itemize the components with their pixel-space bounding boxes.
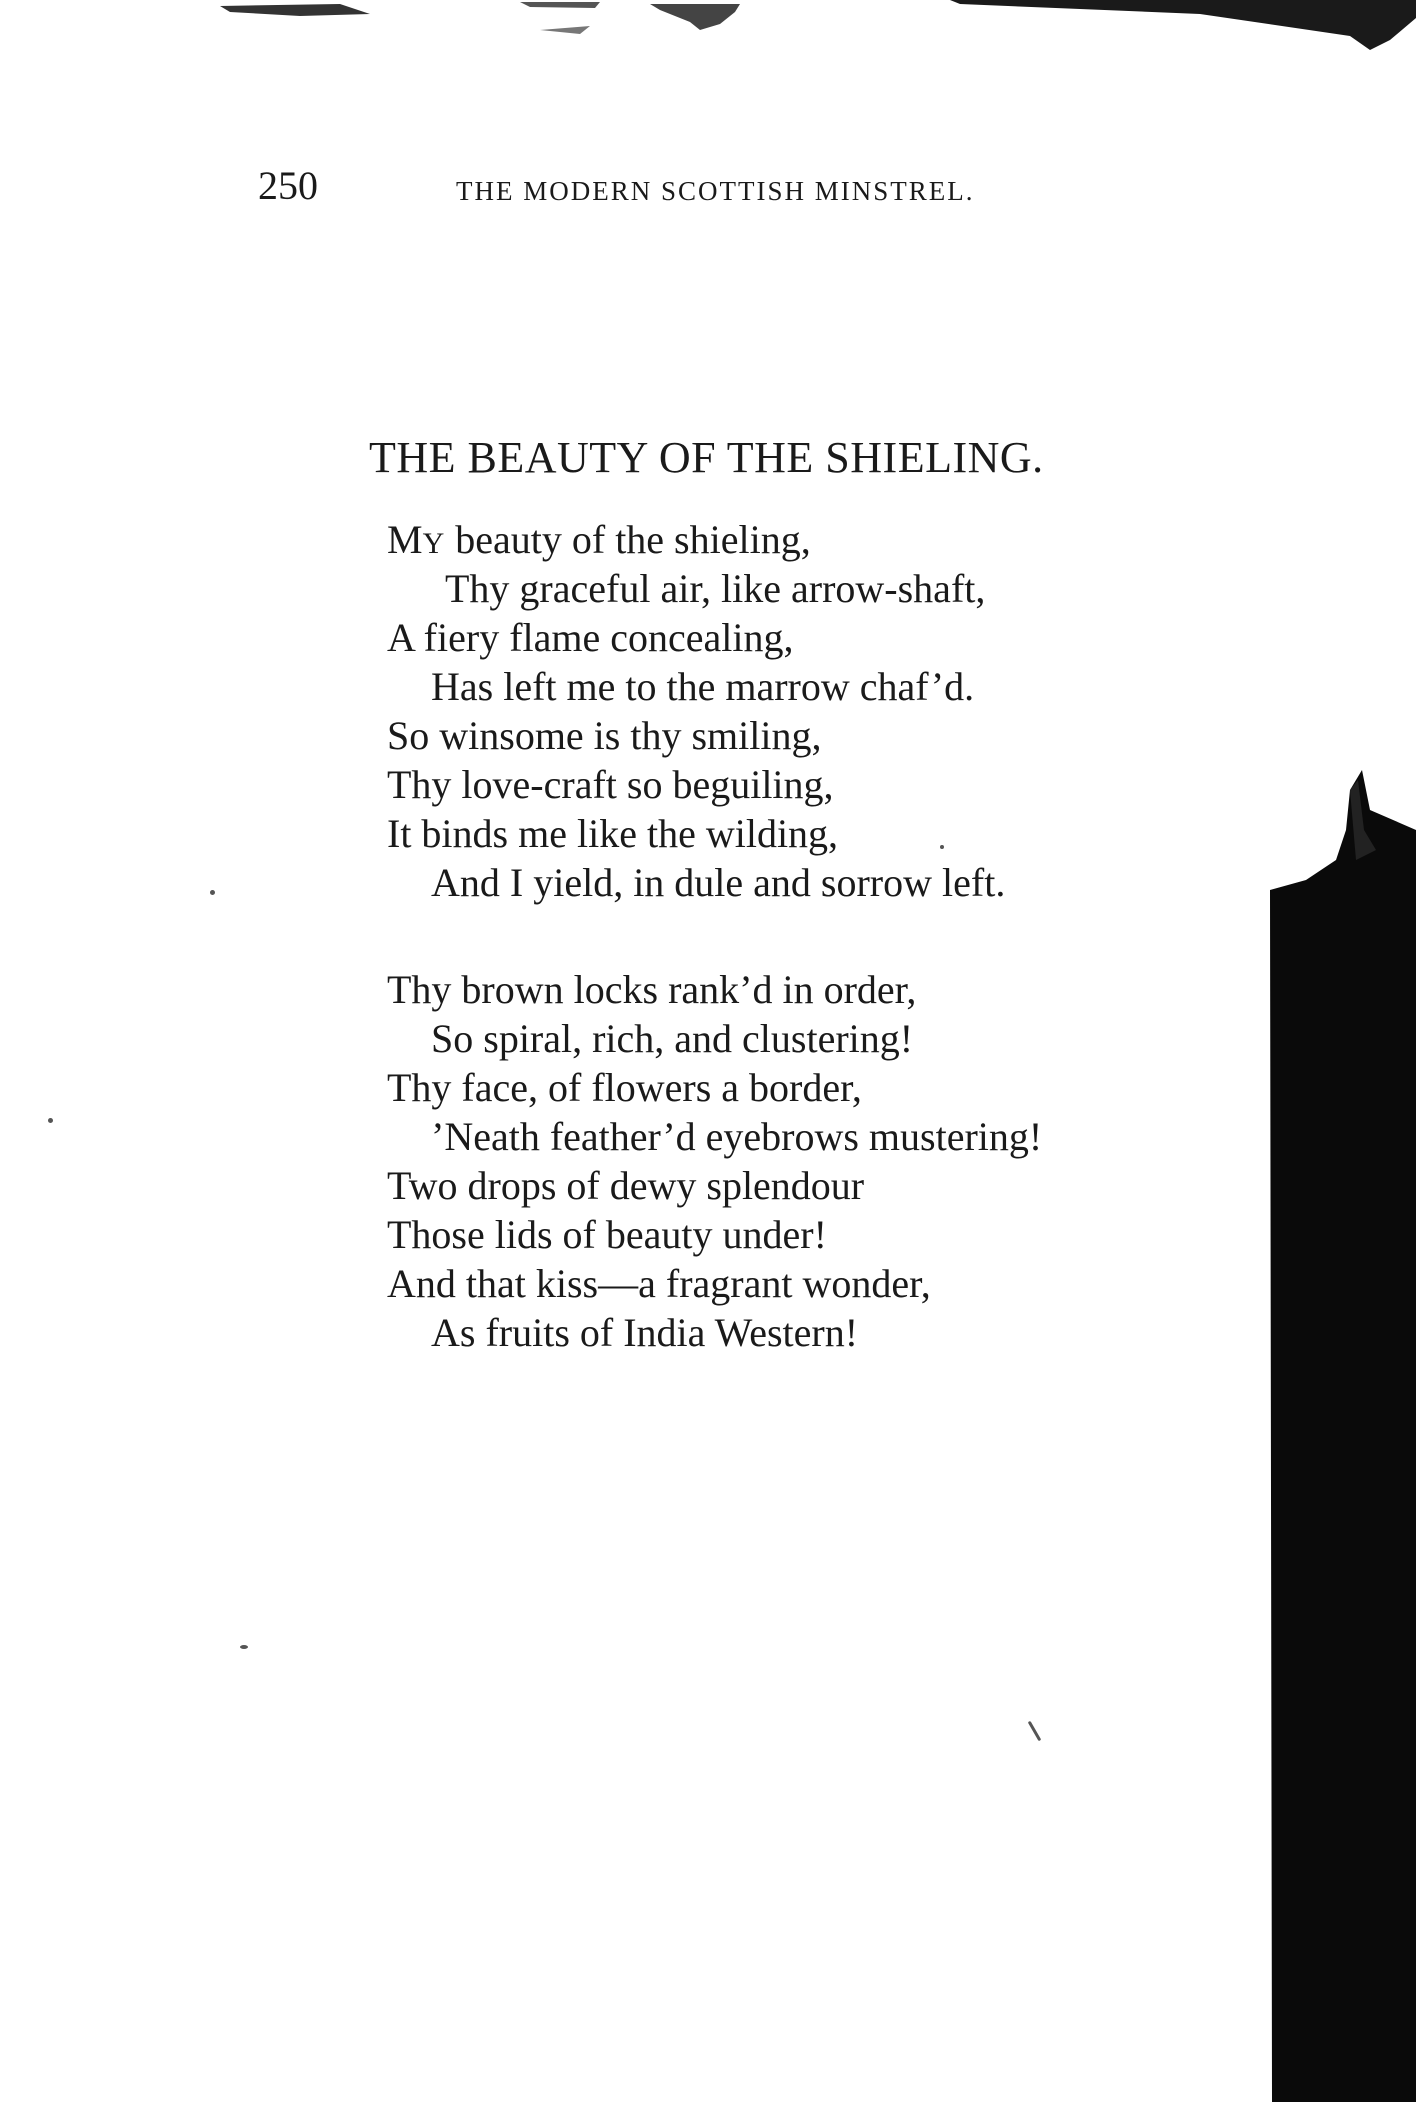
poem-line: So winsome is thy smiling,: [387, 713, 822, 758]
scan-right-edge-artifact: [1266, 770, 1416, 2102]
poem-line: Those lids of beauty under!: [387, 1212, 827, 1257]
poem-line: It binds me like the wilding,: [387, 811, 839, 856]
small-caps-letters: Y: [422, 527, 446, 560]
scan-speck: [240, 1645, 248, 1649]
scan-speck: [210, 890, 215, 895]
poem-line: And that kiss—a fragrant wonder,: [387, 1261, 931, 1306]
poem-line: A fiery flame concealing,: [387, 615, 794, 660]
poem-line: Thy brown locks rank’d in order,: [387, 967, 917, 1012]
poem-line: So spiral, rich, and clustering!: [431, 1016, 914, 1061]
poem-line: Thy graceful air, like arrow-shaft,: [445, 566, 986, 611]
poem-line: ’Neath feather’d eyebrows mustering!: [431, 1114, 1043, 1159]
scan-speck: [48, 1118, 53, 1123]
poem-title: THE BEAUTY OF THE SHIELING.: [369, 433, 1044, 482]
running-head: THE MODERN SCOTTISH MINSTREL.: [456, 176, 975, 206]
poem-line: Thy face, of flowers a border,: [387, 1065, 862, 1110]
poem-line: And I yield, in dule and sorrow left.: [431, 860, 1006, 905]
poem-line: Thy love-craft so beguiling,: [387, 762, 834, 807]
stanza-2: [387, 965, 1042, 1357]
poem-line: Has left me to the marrow chaf’d.: [431, 664, 975, 709]
poem-line: Two drops of dewy splendour: [387, 1163, 865, 1208]
scan-speck: [1028, 1721, 1042, 1742]
poem-line: [387, 515, 1005, 564]
stanza-1: [387, 515, 1005, 907]
poem-line: As fruits of India Western!: [431, 1310, 859, 1355]
scan-top-edge-artifact: [0, 0, 1416, 60]
drop-initial: M: [387, 517, 423, 562]
poem-line-text: beauty of the shieling,: [445, 517, 811, 562]
page-number: 250: [258, 163, 318, 208]
